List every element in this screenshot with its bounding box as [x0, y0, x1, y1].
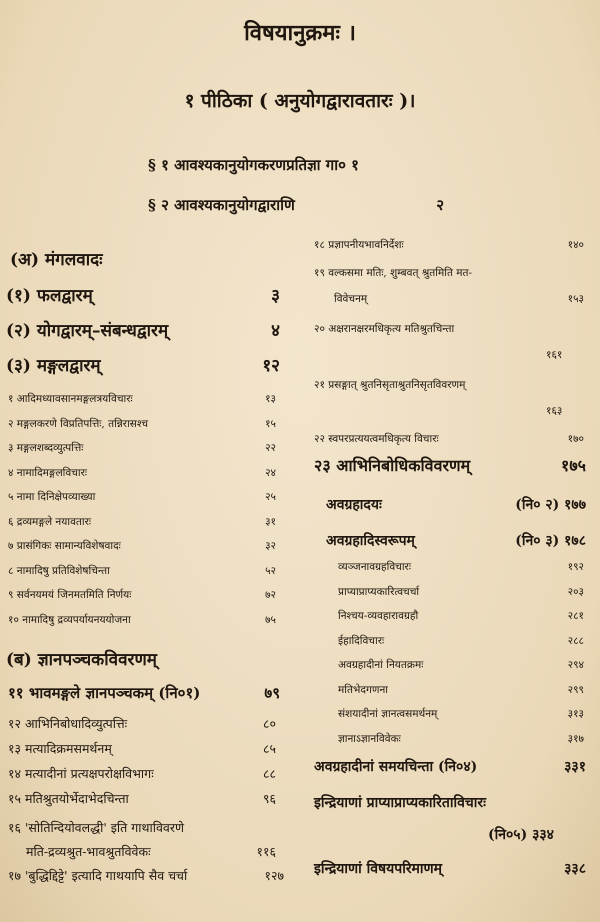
list-item-16-line1: १६ 'सोतिन्दियोवलद्धी' इति गाथाविवरणे — [8, 820, 185, 835]
list-item-page: २०३ — [567, 585, 584, 598]
left-big-item — [6, 358, 280, 375]
list-item-label: ईहादिविचारः — [338, 634, 385, 647]
list-item-label: १८ प्रज्ञापनीयभावनिर्देशः — [314, 239, 404, 251]
list-item-page: २२ — [265, 442, 276, 454]
heading-a: (अ) मंगलवादः — [10, 250, 103, 270]
list-item-label: अवग्रहादयः — [326, 497, 382, 513]
list-item-page: ७९ — [264, 684, 280, 702]
list-item — [338, 636, 584, 647]
list-item-ref: (नि०५) — [488, 827, 528, 843]
page-title: विषयानुक्रमः । — [244, 20, 356, 46]
list-item-18 — [314, 240, 584, 251]
list-item-page: २८१ — [567, 610, 584, 622]
list-item-label: २२ स्वपरप्रत्ययत्वमधिकृत्य विचारः — [314, 433, 439, 445]
left-big-item-label: (२) योगद्वारम्–संबन्धद्वारम् — [6, 321, 169, 341]
list-item-page: ३२ — [265, 540, 276, 552]
list-item — [8, 541, 276, 552]
indriya-line2 — [488, 828, 554, 842]
list-item-page: ८८ — [262, 766, 276, 781]
list-item-page: १७० — [567, 433, 584, 445]
list-item-page: १४० — [567, 239, 584, 251]
left-big-item-page: १२ — [262, 356, 280, 376]
list-item-label: निश्चय-व्यवहारावग्रहौ — [338, 610, 419, 622]
list-item-20-line1: २० अक्षरानक्षरमधिकृत्य मतिश्रुतचिन्ता — [314, 323, 455, 335]
list-item-21-line1: २१ प्रसङ्गात् श्रुतनिसृताश्रुतनिसृतविवरणम् — [314, 379, 466, 391]
list-item-label: ११ भावमङ्गले ज्ञानपञ्चकम् (नि०१) — [8, 684, 201, 702]
list-item-19-line2 — [334, 294, 584, 305]
list-item-label: ५ नामा दिनिक्षेपव्याख्या — [8, 491, 96, 503]
list-item — [8, 566, 276, 577]
section-header-2 — [148, 198, 444, 213]
list-item — [8, 590, 276, 601]
list-item-label: ६ द्रव्यमङ्गले नयावतारः — [8, 515, 92, 528]
list-item-label: अवग्रहादीनां नियतक्रमः — [338, 659, 424, 671]
list-item-label: ज्ञानाऽज्ञानविवेकः — [338, 732, 401, 745]
list-item-page: २९९ — [567, 683, 584, 696]
list-item-page: १७८ — [564, 533, 586, 549]
list-item-page: १७५ — [561, 456, 586, 475]
left-big-item-label: (१) फलद्वारम् — [6, 286, 93, 306]
left-big-item-page: ४ — [271, 321, 280, 341]
list-item-page: ८५ — [262, 741, 276, 756]
list-item-label: इन्द्रियाणां विषयपरिमाणम् — [314, 861, 443, 877]
avagraha-item — [326, 534, 586, 548]
list-item — [8, 793, 276, 806]
list-item-page: १५३ — [567, 293, 584, 305]
vishaya-item — [314, 862, 586, 876]
list-item-label: २३ आभिनिबोधिकविवरणम् — [314, 456, 471, 475]
list-item-page: ३३१ — [564, 759, 586, 775]
indriya-line1: इन्द्रियाणां प्राप्याप्राप्यकारिताविचारः — [314, 795, 486, 811]
list-item-20-page: १६१ — [546, 349, 563, 361]
list-item — [8, 468, 276, 479]
list-item-page: ३१७ — [567, 732, 584, 745]
section-subtitle: १ पीठिका ( अनुयोगद्वारावतारः )। — [184, 90, 416, 112]
left-big-item — [6, 323, 280, 340]
samaya-item — [314, 760, 586, 774]
list-item-11 — [8, 686, 280, 701]
list-item-label: अवग्रहादिस्वरूपम् — [326, 533, 415, 549]
list-item-page: १५ — [265, 417, 276, 430]
list-item-label: २ मङ्गलकरणे विप्रतिपत्तिः, तन्निरासश्च — [8, 417, 149, 430]
list-item-ref: (नि० ३) — [515, 533, 560, 549]
list-item-page: १९२ — [567, 561, 584, 573]
section-header-2-page: २ — [436, 196, 444, 214]
list-item-page: १७७ — [564, 497, 586, 513]
list-item-page: ५२ — [265, 564, 276, 577]
list-item-page: ८० — [262, 716, 276, 731]
list-item-page: १३ — [265, 393, 276, 405]
list-item-22 — [314, 434, 584, 445]
list-item — [8, 517, 276, 528]
list-item — [8, 419, 276, 430]
list-item-page: २९४ — [567, 659, 584, 671]
list-item-label: संशयादीनां ज्ञानत्वसमर्थनम् — [338, 708, 438, 720]
heading-b: (ब) ज्ञानपञ्चकविवरणम् — [6, 650, 157, 670]
list-item — [338, 685, 584, 696]
list-item-16-line2 — [26, 846, 276, 859]
left-big-item — [6, 288, 280, 305]
list-item — [338, 562, 584, 573]
list-item-page: ३१३ — [567, 708, 584, 720]
list-item-page: ११६ — [256, 844, 276, 859]
list-item-label: १७ 'बुद्धिद्दिट्टे' इत्यादि गाथयापि सैव चर्चा — [8, 868, 188, 883]
list-item-label: ४ नामादिमङ्गलविचारः — [8, 466, 88, 479]
list-item-page: १२७ — [264, 868, 284, 883]
avagraha-item — [326, 498, 586, 512]
list-item — [8, 492, 276, 503]
list-item-label: विवेचनम् — [334, 293, 368, 305]
list-item-23 — [314, 458, 586, 474]
list-item-label: १५ मतिश्रुतयोर्भेदाभेदचिन्ता — [8, 791, 129, 806]
list-item — [338, 709, 584, 720]
list-item — [8, 394, 276, 405]
section-header-2-label: § २ आवश्यकानुयोगद्वाराणि — [148, 196, 295, 214]
list-item-label: प्राप्याप्राप्यकारित्वचर्चा — [338, 585, 420, 598]
list-item-page: ३३८ — [564, 861, 586, 877]
list-item-page: ७५ — [265, 613, 276, 626]
list-item-label: १२ आभिनिबोधादिव्युत्पत्तिः — [8, 716, 128, 731]
list-item — [338, 734, 584, 745]
list-item-label: १४ मत्यादीनां प्रत्यक्षपरोक्षविभागः — [8, 766, 154, 781]
list-item-19-line1: १९ वल्कसमा मतिः, शुम्बवत् श्रुतमिति मत- — [314, 267, 473, 279]
list-item — [8, 743, 276, 756]
list-item — [338, 660, 584, 671]
list-item-label: मति-द्रव्यश्रुत-भावश्रुतविवेकः — [26, 844, 151, 859]
list-item-page: ३१ — [265, 515, 276, 528]
list-item — [8, 718, 276, 731]
list-item-page: २८८ — [567, 634, 584, 647]
list-item-17 — [8, 870, 284, 883]
list-item-page: २४ — [265, 466, 276, 479]
list-item-page: ९६ — [262, 791, 276, 806]
list-item-ref: (नि० २) — [515, 497, 560, 513]
list-item-label: ३ मङ्गलशब्दव्युत्पत्तिः — [8, 442, 84, 454]
list-item-page: ७२ — [265, 589, 276, 601]
list-item-label: मतिभेदगणना — [338, 683, 388, 696]
list-item-label: १३ मत्यादिक्रमसमर्थनम् — [8, 741, 112, 756]
list-item-page: ३३४ — [532, 827, 554, 843]
left-big-item-page: ३ — [271, 286, 280, 306]
list-item-label: १ आदिमध्यावसानमङ्गलत्रयविचारः — [8, 393, 133, 405]
list-item-label: व्यञ्जनावग्रहविचारः — [338, 561, 411, 573]
list-item-label: १० नामादिषु द्रव्यपर्यायनययोजना — [8, 613, 131, 626]
list-item-label: ९ सर्वनयमयं जिनमतमिति निर्णयः — [8, 589, 132, 601]
list-item-21-page: १६३ — [546, 405, 563, 417]
list-item — [338, 611, 584, 622]
list-item-label: अवग्रहादीनां समयचिन्ता (नि०४) — [314, 759, 478, 775]
left-big-item-label: (३) मङ्गलद्वारम् — [6, 356, 101, 376]
list-item-label: ७ प्रासंगिकः सामान्यविशेषवादः — [8, 540, 121, 552]
list-item — [8, 443, 276, 454]
list-item-page: २५ — [265, 491, 276, 503]
list-item-label: ८ नामादिषु प्रतिविशेषचिन्ता — [8, 564, 110, 577]
section-header-1: § १ आवश्यकानुयोगकरणप्रतिज्ञा गा० १ — [148, 156, 359, 174]
list-item — [8, 768, 276, 781]
list-item — [8, 615, 276, 626]
list-item — [338, 587, 584, 598]
